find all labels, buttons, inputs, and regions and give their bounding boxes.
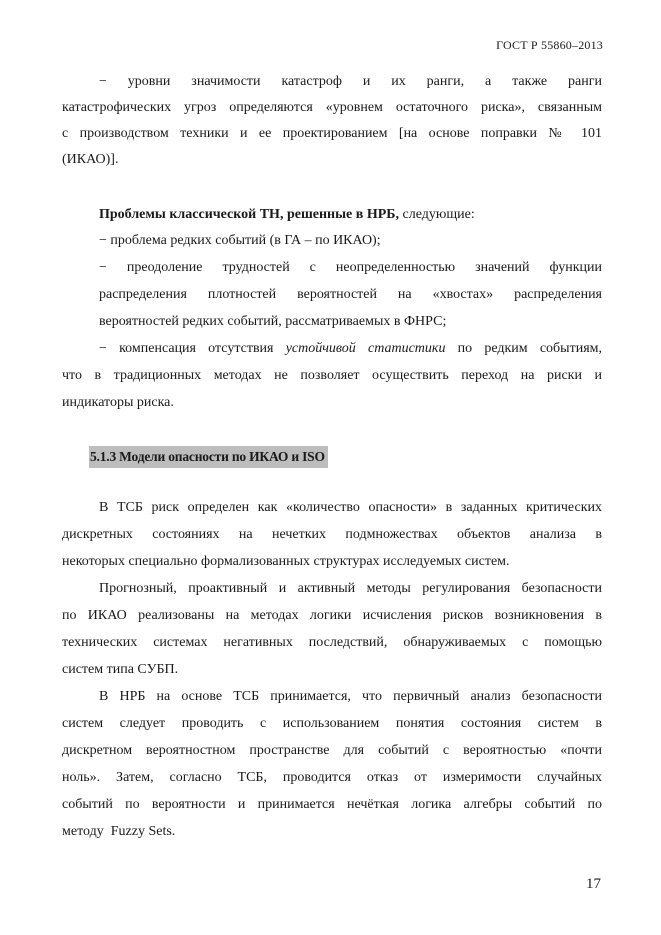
list-item: − проблема редких событий (в ГА – по ИКАО); xyxy=(99,233,381,248)
problems-heading-bold: Проблемы классической ТН, решенные в НРБ, xyxy=(99,207,400,222)
paragraph-line: Прогнозный, проактивный и активный методы регулирования безопасности xyxy=(99,581,602,596)
list-item-continuation: индикаторы риска. xyxy=(62,395,174,410)
paragraph-line: по ИКАО реализованы на методах логики исчисления рисков возникновения в xyxy=(62,608,602,623)
paragraph-line: (ИКАО)]. xyxy=(62,152,119,167)
list-item-continuation: распределения плотностей вероятностей на «хвостах» распределения xyxy=(99,287,602,302)
paragraph-line: систем типа СУБП. xyxy=(62,662,179,677)
paragraph-line: дискретных состояниях на нечетких подмножествах объектов анализа в xyxy=(62,527,602,542)
problems-heading xyxy=(99,205,475,225)
problems-heading-tail: следующие: xyxy=(399,207,475,222)
paragraph-line: В НРБ на основе ТСБ принимается, что первичный анализ безопасности xyxy=(99,689,602,704)
document-code: ГОСТ Р 55860–2013 xyxy=(496,38,603,52)
paragraph-line: некоторых специально формализованных структурах исследуемых систем. xyxy=(62,554,510,569)
list-item-text: по редким событиям, xyxy=(445,341,602,356)
list-item-continuation: вероятностей редких событий, рассматриваемых в ФНРС; xyxy=(99,314,447,329)
paragraph-line: дискретном вероятностном пространстве для событий с вероятностью «почти xyxy=(62,743,602,758)
page-number: 17 xyxy=(586,876,601,892)
list-item: − преодоление трудностей с неопределенностью значений функции xyxy=(99,260,602,275)
paragraph-line: технических системах негативных последствий, обнаруживаемых с помощью xyxy=(62,635,602,650)
paragraph-line: систем следует проводить с использованием понятия состояния систем в xyxy=(62,716,602,731)
paragraph-line: В ТСБ риск определен как «количество опасности» в заданных критических xyxy=(99,500,602,515)
paragraph-line: методу Fuzzy Sets. xyxy=(62,824,176,839)
list-item xyxy=(99,339,602,359)
paragraph-line: − уровни значимости катастроф и их ранги, а также ранги xyxy=(99,74,602,89)
section-heading: 5.1.3 Модели опасности по ИКАО и ISO xyxy=(89,446,328,468)
emphasis-text: устойчивой статистики xyxy=(285,341,446,356)
paragraph-line: катастрофических угроз определяются «уровнем остаточного риска», связанным xyxy=(62,100,602,115)
list-item-continuation: что в традиционных методах не позволяет осуществить переход на риски и xyxy=(62,368,602,383)
paragraph-line: событий по вероятности и принимается нечёткая логика алгебры событий по xyxy=(62,797,602,812)
paragraph-line: с производством техники и ее проектированием [на основе поправки № 101 xyxy=(62,126,602,141)
paragraph-line: ноль». Затем, согласно ТСБ, проводится отказ от измеримости случайных xyxy=(62,770,602,785)
list-item-text: − компенсация отсутствия xyxy=(99,341,286,356)
